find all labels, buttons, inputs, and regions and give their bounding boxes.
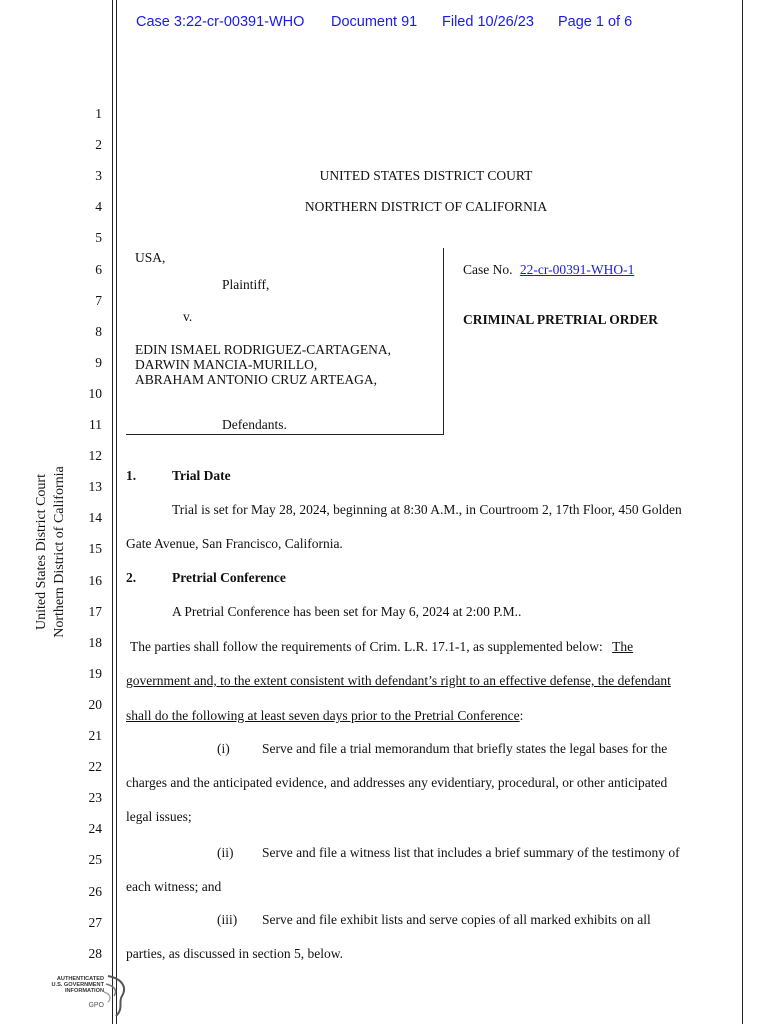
item-text: Serve and file exhibit lists and serve copies of all marked exhibits on all [262,912,651,927]
section-2-text: A Pretrial Conference has been set for May 6, 2024 at 2:00 P.M.. [172,604,522,619]
line-number: 23 [88,790,102,806]
header-page-count: Page 1 of 6 [558,14,633,30]
line-number: 20 [88,696,102,712]
line-number: 28 [88,945,102,961]
line-number: 2 [95,137,102,153]
section-2-text-end: : [519,708,524,723]
line-number: 6 [95,261,102,277]
line-number: 18 [88,634,102,650]
section-2-text-underlined: The [612,639,634,654]
gpo-logo-line: AUTHENTICATED [56,976,104,982]
line-number: 8 [95,323,102,339]
order-title: CRIMINAL PRETRIAL ORDER [463,312,659,327]
gpo-authentication-logo [36,972,136,1018]
line-number: 22 [88,759,102,775]
section-2-text [126,708,523,724]
header-document-number: Document 91 [331,14,418,30]
versus: v. [183,309,193,324]
case-number-link[interactable]: 22-cr-00391-WHO-1 [519,262,635,277]
left-margin-rule [112,0,113,1024]
line-number: 19 [88,665,102,681]
line-number: 24 [88,821,102,837]
section-2-text-underlined: shall do the following at least seven days prior to the Pretrial Conference [126,708,520,723]
sidebar-district-name: Northern District of California [52,466,67,638]
line-number: 26 [88,883,102,899]
section-2-text [130,639,633,655]
gpo-label: GPO [88,1002,104,1009]
plaintiff-name: USA, [135,250,166,265]
line-number: 12 [88,448,102,464]
header-case-number: Case 3:22-cr-00391-WHO [136,14,305,30]
line-number: 1 [95,106,102,121]
left-margin-rule-inner [116,0,117,1024]
line-number: 21 [88,728,102,743]
section-1-text: Trial is set for May 28, 2024, beginning at 8:30 A.M., in Courtroom 2, 17th Floor, 450 Golden [172,502,682,517]
item-text: legal issues; [126,809,192,824]
item-number: (ii) [217,845,234,860]
line-number: 13 [88,479,102,495]
court-name: UNITED STATES DISTRICT COURT [319,168,533,183]
court-district: NORTHERN DISTRICT OF CALIFORNIA [304,199,548,214]
section-2-number: 2. [126,570,137,585]
sidebar-court-name: United States District Court [34,474,49,630]
header-filed-date: Filed 10/26/23 [442,14,534,30]
right-margin-rule [742,0,743,1024]
section-2-title: Pretrial Conference [172,570,286,585]
line-number: 25 [88,852,102,868]
item-number: (iii) [217,912,238,927]
line-number: 9 [95,354,102,370]
defendant-name: EDIN ISMAEL RODRIGUEZ-CARTAGENA, [135,342,391,357]
line-number: 16 [88,572,102,588]
defendants-label: Defendants. [222,417,287,432]
gpo-logo-line: INFORMATION [64,988,104,995]
case-number-label: Case No. [463,262,513,277]
line-number: 15 [88,541,102,557]
line-number: 17 [88,603,102,619]
section-2-text-plain: The parties shall follow the requirements of Crim. L.R. 17.1-1, as supplemented below: [130,639,603,654]
item-text: Serve and file a witness list that includes a brief summary of the testimony of [262,845,680,860]
defendant-name: ABRAHAM ANTONIO CRUZ ARTEAGA, [135,372,377,387]
item-text: charges and the anticipated evidence, and addresses any evidentiary, procedural, or other anticipated [126,775,668,790]
section-1-number: 1. [126,468,137,483]
line-number: 7 [95,292,102,308]
item-text: Serve and file a trial memorandum that briefly states the legal bases for the [262,741,668,756]
line-number: 5 [95,230,102,246]
line-number: 11 [89,417,102,432]
line-number: 14 [88,510,102,526]
section-2-text-underlined: government and, to the extent consistent with defendant’s right to an effective defense, the defendant [126,673,671,688]
section-1-title: Trial Date [172,468,231,483]
case-number-line [463,262,634,278]
plaintiff-label: Plaintiff, [222,277,270,292]
section-1-text: Gate Avenue, San Francisco, California. [126,536,343,551]
line-number: 27 [88,914,102,930]
line-number: 3 [95,168,102,184]
gpo-logo-text [51,976,104,995]
item-text: each witness; and [126,879,222,894]
defendant-name: DARWIN MANCIA-MURILLO, [135,357,318,372]
item-text: parties, as discussed in section 5, below. [126,946,343,961]
line-number: 4 [95,199,102,215]
eagle-icon [102,972,132,1018]
item-number: (i) [217,741,230,756]
gpo-logo-line: U.S. GOVERNMENT [51,982,104,989]
line-number: 10 [88,385,102,401]
